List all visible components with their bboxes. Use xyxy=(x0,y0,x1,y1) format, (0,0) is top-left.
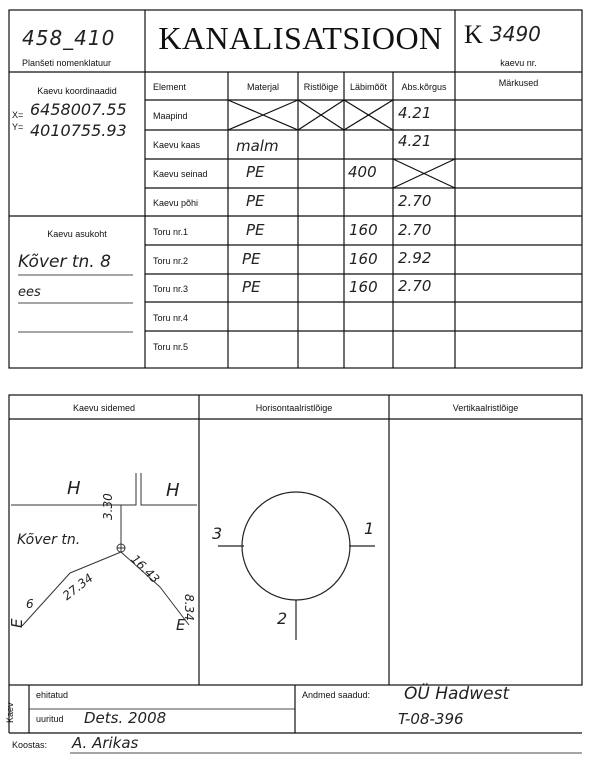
row-element: Kaevu seinad xyxy=(153,169,208,179)
row-element: Toru nr.2 xyxy=(153,256,189,266)
row-height: 2.70 xyxy=(398,277,432,295)
well-prefix: K xyxy=(464,20,483,49)
row-height: 2.70 xyxy=(398,221,432,239)
row-diameter: 160 xyxy=(349,250,378,268)
pipe-2-label: 2 xyxy=(277,609,288,628)
connections-title: Kaevu sidemed xyxy=(72,403,136,413)
x-label: X= xyxy=(12,110,24,120)
location-label: Kaevu asukoht xyxy=(47,229,107,239)
pipe-1-label: 1 xyxy=(364,519,375,538)
row-height: 2.92 xyxy=(398,249,432,267)
data-from-value: OÜ Hadwest xyxy=(404,684,510,704)
building-left-label: H xyxy=(67,478,81,499)
row-element: Toru nr.1 xyxy=(153,227,189,237)
dist-down-right-label: 8.34 xyxy=(182,594,196,621)
row-element: Kaevu kaas xyxy=(153,140,201,150)
dist-left-label: 27.34 xyxy=(60,570,96,604)
well-number: 3490 xyxy=(490,22,541,46)
vertical-title: Vertikaalristlõige xyxy=(452,403,519,413)
y-label: Y= xyxy=(12,122,24,132)
footer-side-label: Kaev xyxy=(5,702,15,723)
surveyed-value: Dets. 2008 xyxy=(84,709,167,727)
row-element: Toru nr.3 xyxy=(153,284,189,294)
row-material: PE xyxy=(242,278,261,296)
x-value: 6458007.55 xyxy=(30,100,127,119)
row-element: Toru nr.5 xyxy=(153,342,189,352)
dist-right-label: 16.43 xyxy=(128,552,163,587)
built-label: ehitatud xyxy=(36,690,69,700)
row-material: PE xyxy=(246,163,265,181)
location-street: Kõver tn. 8 xyxy=(18,252,111,272)
page-title: KANALISATSIOON xyxy=(158,20,443,56)
row-height: 4.21 xyxy=(398,104,432,122)
row-height: 4.21 xyxy=(398,132,432,150)
col-header-element: Element xyxy=(153,82,187,92)
pipe-3-label: 3 xyxy=(212,524,223,543)
sketch-street-label: Kõver tn. xyxy=(17,532,81,548)
surveyed-label: uuritud xyxy=(36,714,64,724)
col-header-diameter: Läbimõõt xyxy=(349,82,388,92)
coordinates-label: Kaevu koordinaadid xyxy=(37,86,117,96)
horizontal-section xyxy=(218,492,375,640)
row-material: PE xyxy=(242,250,261,268)
horizontal-title: Horisontaalristlõige xyxy=(255,403,333,413)
row-material: malm xyxy=(236,137,279,155)
col-header-height: Abs.kõrgus xyxy=(401,82,447,92)
location-note: ees xyxy=(18,285,41,300)
y-value: 4010755.93 xyxy=(30,121,127,140)
dist-up-label: 3.30 xyxy=(101,493,115,520)
row-element: Kaevu põhi xyxy=(153,198,199,208)
left-end-number: 6 xyxy=(26,597,34,611)
right-end-label: E xyxy=(176,616,186,634)
row-element: Maapind xyxy=(153,111,188,121)
col-header-notes: Märkused xyxy=(498,78,539,88)
compiled-value: A. Arikas xyxy=(72,734,139,752)
left-end-label: E xyxy=(8,618,26,628)
row-diameter: 400 xyxy=(348,163,377,181)
plansheet-label: Planšeti nomenklatuur xyxy=(22,58,112,68)
compiled-label: Koostas: xyxy=(12,740,48,750)
data-from-label: Andmed saadud: xyxy=(302,690,371,700)
row-diameter: 160 xyxy=(349,278,378,296)
row-diameter: 160 xyxy=(349,221,378,239)
well-number-label: kaevu nr. xyxy=(500,58,537,68)
building-right-label: H xyxy=(166,480,180,501)
row-height: 2.70 xyxy=(398,192,432,210)
col-header-cross: Ristlõige xyxy=(303,82,339,92)
row-material: PE xyxy=(246,221,265,239)
col-header-material: Materjal xyxy=(246,82,279,92)
row-material: PE xyxy=(246,192,265,210)
plansheet-number: 458_410 xyxy=(22,26,116,50)
bottom-frame xyxy=(9,395,582,685)
row-element: Toru nr.4 xyxy=(153,313,189,323)
data-from-code: T-08-396 xyxy=(398,710,464,728)
